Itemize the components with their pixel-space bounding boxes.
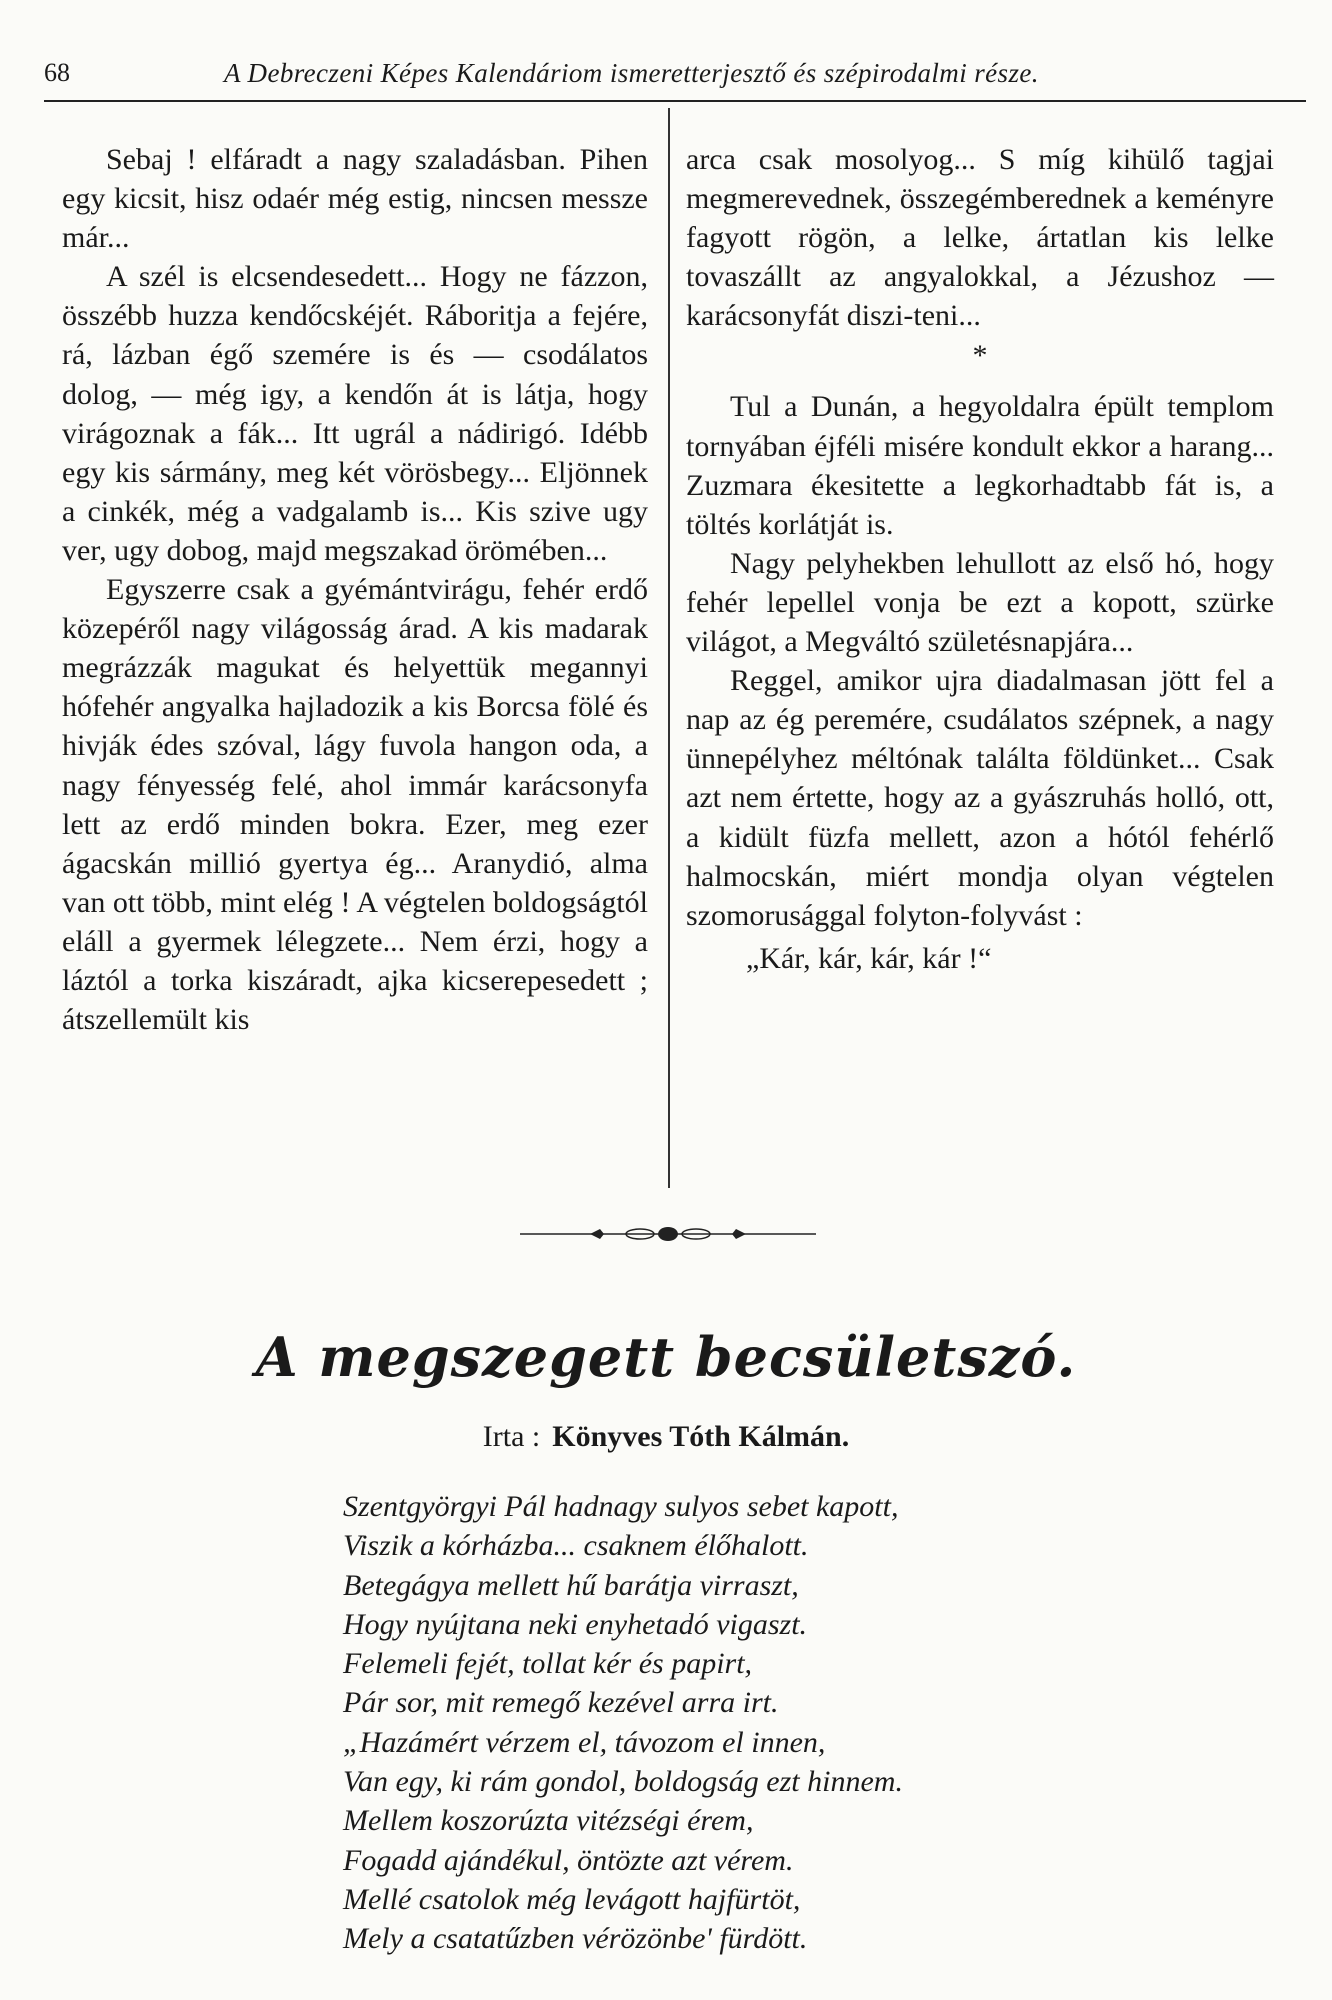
- poem-line: Szentgyörgyi Pál hadnagy sulyos sebet kapott,: [343, 1490, 899, 1523]
- poem-line: Van egy, ki rám gondol, boldogság ezt hinnem.: [343, 1765, 903, 1799]
- byline-label: Irta :: [482, 1420, 541, 1453]
- page-header: [44, 58, 1304, 98]
- poem-line: Mely a csatatűzben vérözönbe' fürdött.: [343, 1922, 808, 1956]
- poem-line: Hogy nyújtana neki enyhetadó vigaszt.: [343, 1607, 808, 1641]
- page-number: 68: [44, 58, 70, 87]
- author-name: Könyves Tóth Kálmán.: [552, 1420, 850, 1453]
- poem-line: Betegágya mellett hű barátja virraszt,: [343, 1568, 799, 1602]
- paragraph: arca csak mosolyog... S míg kihülő tagjai megmerevednek, összegémberednek a keményre fagyott rögön, a lelke, ártatlan kis lelke tovaszállt az angyalokkal, a Jézushoz — karácsonyfát diszi-teni...: [686, 143, 1274, 333]
- right-column: [686, 140, 1274, 978]
- section-asterisk: *: [972, 339, 988, 373]
- paragraph: Tul a Dunán, a hegyoldalra épült templom tornyában éjféli misére kondult ekkor a harang... Zuzmara ékesitette a legkorhadtabb fát is, a töltés korlátját is.: [686, 390, 1274, 541]
- paragraph: Nagy pelyhekben lehullott az első hó, hogy fehér lepellel vonja be ezt a kopott, szürke világot, a Megváltó születésnapjára...: [686, 546, 1274, 659]
- paragraph: A szél is elcsendesedett... Hogy ne fázzon, összébb huzza kendőcskéjét. Ráboritja a fejére, rá, lázban égő szemére is és — csodálatos dolog, — még igy, a kendőn át is látja, hogy virágoznak a fák... Itt ugrál a nádirigó. Idébb egy kis sármány, meg két vörösbegy... Eljönnek a cinkék, még a vadgalamb is... Kis szive ugy ver, ugy dobog, majd megszakad örömében...: [62, 260, 648, 567]
- poem-body: [343, 1487, 1163, 1959]
- paragraph: Sebaj ! elfáradt a nagy szaladásban. Pihen egy kicsit, hisz odaér még estig, nincsen messze már...: [62, 143, 648, 255]
- poem-line: Mellem koszorúzta vitézségi érem,: [343, 1804, 754, 1838]
- poem-line: Fogadd ajándékul, öntözte azt vérem.: [343, 1843, 794, 1877]
- running-title: A Debreczeni Képes Kalendáriom ismeretterjesztő és szépirodalmi része.: [224, 58, 1039, 88]
- poem-line: „Hazámért vérzem el, távozom el innen,: [343, 1725, 826, 1759]
- raven-quote: „Kár, kár, kár, kár !“: [746, 941, 992, 975]
- left-column: [62, 140, 648, 1039]
- paragraph: Egyszerre csak a gyémántvirágu, fehér erdő közepéről nagy világosság árad. A kis madarak megrázzák magukat és helyettük megannyi hófehér angyalka hajladozik a kis Borcsa fölé és hivják édes szóval, lágy fuvola hangon oda, a nagy fényesség felé, ahol immár karácsonyfa lett az erdő minden bokra. Ezer, meg ezer ágacskán millió gyertya ég... Aranydió, alma van ott több, mint elég ! A végtelen boldogságtól eláll a gyermek lélegzete... Nem érzi, hogy a láztól a torka kiszáradt, ajka kicserepesedett ; átszellemült kis: [62, 573, 648, 1037]
- poem-line: Mellé csatolok még levágott hajfürtöt,: [343, 1882, 801, 1916]
- poem-line: Pár sor, mit remegő kezével arra irt.: [343, 1686, 779, 1720]
- paragraph: Reggel, amikor ujra diadalmasan jött fel a nap az ég peremére, csudálatos szépnek, a nagy ünnepélyhez méltónak találta földünket... Csak azt nem értette, hogy az a gyászruhás holló, ott, a kidült füzfa mellett, azon a hótól fehérlő halmocskán, miért mondja olyan végtelen szomorusággal folyton-folyvást :: [686, 664, 1274, 932]
- poem-line: Viszik a kórházba... csaknem élőhalott.: [343, 1529, 809, 1563]
- poem-line: Felemeli fejét, tollat kér és papirt,: [343, 1647, 753, 1681]
- header-rule: [44, 100, 1306, 102]
- ornament-divider-icon: [520, 1224, 816, 1244]
- column-divider: [668, 108, 670, 1188]
- byline: [0, 1420, 1332, 1454]
- poem-title: A megszegett becsületszó.: [255, 1325, 1077, 1389]
